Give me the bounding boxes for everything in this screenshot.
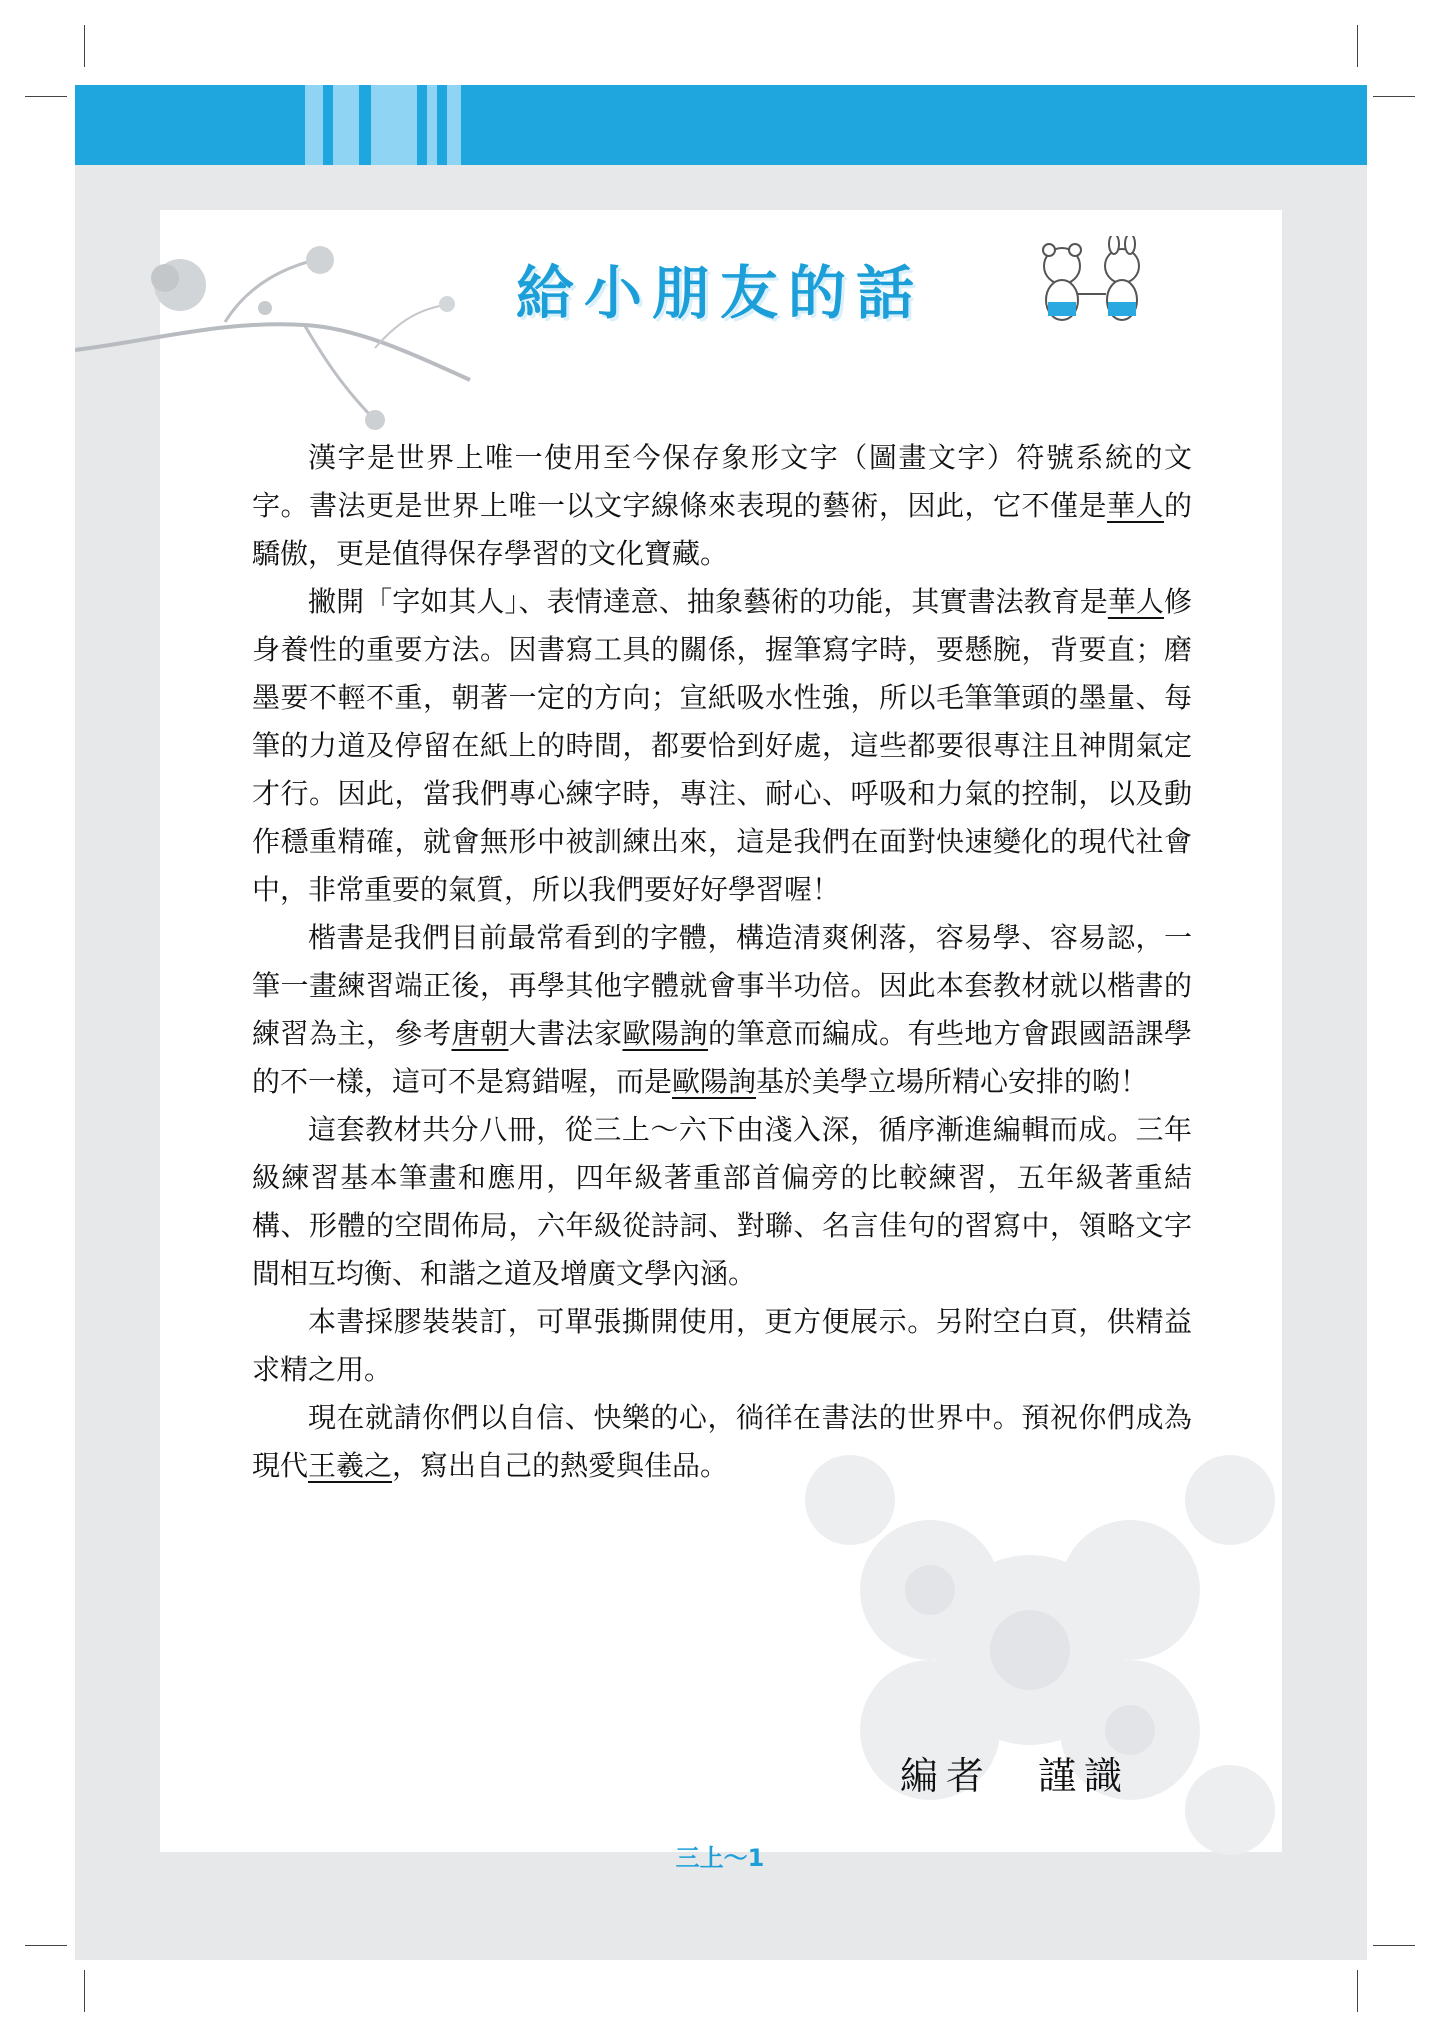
body-text xyxy=(252,434,1192,1490)
paragraph xyxy=(252,1394,1192,1490)
paragraph xyxy=(252,1106,1192,1298)
text-run: 撇開「字如其人」、表情達意、抽象藝術的功能，其實書法教育是 xyxy=(308,585,1108,618)
paragraph xyxy=(252,578,1192,914)
crop-mark xyxy=(1373,1945,1415,1946)
text-run: 楷書是我們目前最常看到的字體，構造清爽俐落，容易學、容易認，一筆一畫練習端正後，再學其他字體就會事半功倍。因此本套教材就以楷書的練習為主，參考 xyxy=(252,921,1192,1050)
underlined-name: 華人 xyxy=(1106,489,1164,522)
crop-mark xyxy=(1357,25,1358,67)
underlined-name: 歐陽詢 xyxy=(672,1065,757,1098)
header-band xyxy=(75,85,1367,165)
text-run: 基於美學立場所精心安排的喲！ xyxy=(756,1065,1149,1098)
text-run: 大書法家 xyxy=(508,1017,623,1050)
underlined-name: 唐朝 xyxy=(451,1017,509,1050)
paragraph xyxy=(252,434,1192,578)
page-number: 三上～1 xyxy=(675,1844,765,1872)
crop-mark xyxy=(25,96,67,97)
crop-mark xyxy=(84,1970,85,2012)
crop-mark xyxy=(1373,96,1415,97)
crop-mark xyxy=(1357,1970,1358,2012)
text-run: 的筆意而編成。有些地方會跟國語課學的不一樣，這可不是寫錯喔，而是 xyxy=(252,1017,1192,1098)
text-run: 漢字是世界上唯一使用至今保存象形文字（圖畫文字）符號系統的文字。書法更是世界上唯一以文字線條來表現的藝術，因此，它不僅是 xyxy=(252,441,1192,522)
text-run: 本書採膠裝裝訂，可單張撕開使用，更方便展示。另附空白頁，供精益求精之用。 xyxy=(252,1305,1192,1386)
text-run: 的驕傲，更是值得保存學習的文化寶藏。 xyxy=(252,489,1192,570)
bears-icon xyxy=(1022,236,1162,336)
underlined-name: 王羲之 xyxy=(308,1449,393,1482)
underlined-name: 華人 xyxy=(1107,585,1164,618)
crop-mark xyxy=(25,1945,67,1946)
text-run: 修身養性的重要方法。因書寫工具的關係，握筆寫字時，要懸腕，背要直；磨墨要不輕不重，朝著一定的方向；宣紙吸水性強，所以毛筆筆頭的墨量、每筆的力道及停留在紙上的時間，都要恰到好處，這些都要很專注且神閒氣定才行。因此，當我們專心練字時，專注、耐心、呼吸和力氣的控制，以及動作穩重精確，就會無形中被訓練出來，這是我們在面對快速變化的現代社會中，非常重要的氣質，所以我們要好好學習喔！ xyxy=(252,585,1192,906)
text-run: ，寫出自己的熱愛與佳品。 xyxy=(392,1449,729,1482)
signature: 編者 謹識 xyxy=(900,1754,1131,1798)
text-run: 現在就請你們以自信、快樂的心，徜徉在書法的世界中。預祝你們成為現代 xyxy=(252,1401,1192,1482)
text-run: 這套教材共分八冊，從三上～六下由淺入深，循序漸進編輯而成。三年級練習基本筆畫和應用，四年級著重部首偏旁的比較練習，五年級著重結構、形體的空間佈局，六年級從詩詞、對聯、名言佳句的習寫中，領略文字間相互均衡、和諧之道及增廣文學內涵。 xyxy=(252,1113,1192,1290)
page-title: 給小朋友的話 xyxy=(515,259,924,327)
paragraph xyxy=(252,914,1192,1106)
underlined-name: 歐陽詢 xyxy=(622,1017,708,1050)
paragraph xyxy=(252,1298,1192,1394)
crop-mark xyxy=(84,25,85,67)
